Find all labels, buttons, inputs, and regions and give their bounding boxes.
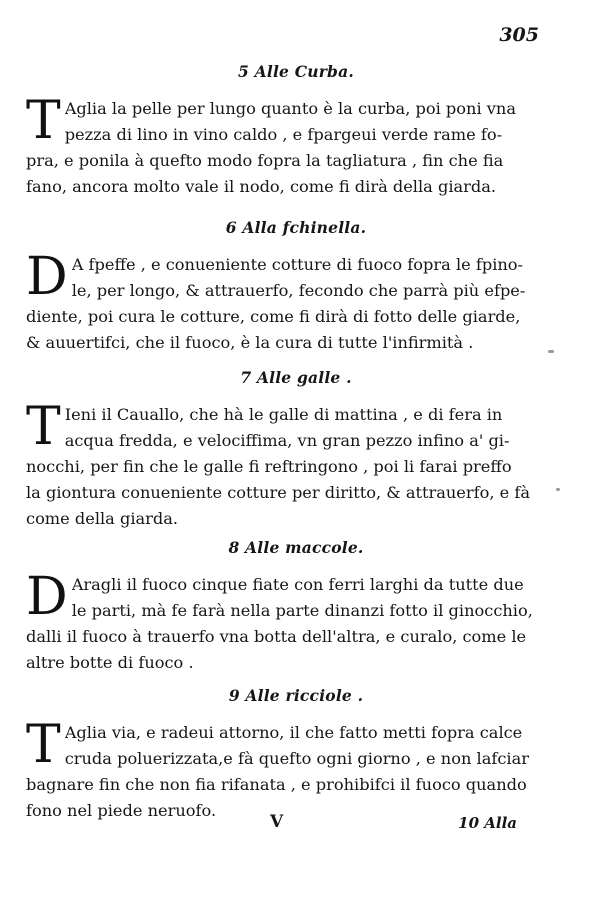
text-line: nocchi, per fin che le galle fi reftringono , poi li farai preffo xyxy=(26,457,512,476)
section-9 xyxy=(26,686,566,824)
drop-cap-initial: D xyxy=(26,247,68,307)
section-8 xyxy=(26,538,566,676)
text-line: le parti, mà fe farà nella parte dinanzi fotto il ginocchio, xyxy=(71,601,533,620)
section-paragraph xyxy=(26,91,566,200)
text-line: altre botte di fuoco . xyxy=(26,653,194,672)
text-line: come della giarda. xyxy=(26,509,179,528)
text-line: & auuertifci, che il fuoco, è la cura di tutte l'infirmità . xyxy=(26,333,474,352)
text-line: Aglia la pelle per lungo quanto è la curba, poi poni vna xyxy=(64,99,516,118)
text-line: cruda poluerizzata,e fà quefto ogni giorno , e non lafciar xyxy=(64,749,529,768)
page-number: 305 xyxy=(499,24,539,46)
text-line: pezza di lino in vino caldo , e fpargeui verde rame fo- xyxy=(64,125,503,144)
text-line: bagnare fin che non fia rifanata , e prohibifci il fuoco quando xyxy=(26,775,527,794)
text-line: A fpeffe , e conueniente cotture di fuoco fopra le fpino- xyxy=(71,255,524,274)
text-line: pra, e ponila à quefto modo fopra la tagliatura , fin che fia xyxy=(26,151,504,170)
section-paragraph xyxy=(26,247,566,356)
text-line: fano, ancora molto vale il nodo, come fi dirà della giarda. xyxy=(26,177,497,196)
section-heading: 5 Alle Curba. xyxy=(238,62,354,81)
text-line: Aragli il fuoco cinque fiate con ferri larghi da tutte due xyxy=(71,575,524,594)
text-line: Aglia via, e radeui attorno, il che fatto metti fopra calce xyxy=(64,723,523,742)
text-line: dalli il fuoco à trauerfo vna botta dell'altra, e curalo, come le xyxy=(26,627,527,646)
section-6 xyxy=(26,218,566,356)
section-heading: 7 Alle galle . xyxy=(240,368,352,387)
catchword: 10 Alla xyxy=(458,814,517,832)
text-line: le, per longo, & attrauerfo, fecondo che parrà più efpe- xyxy=(71,281,526,300)
section-paragraph xyxy=(26,567,566,676)
section-5 xyxy=(26,62,566,200)
drop-cap-initial: D xyxy=(26,567,68,627)
text-line: acqua fredda, e velociffima, vn gran pezzo infino a' gi- xyxy=(64,431,510,450)
text-line: Ieni il Cauallo, che hà le galle di mattina , e di fera in xyxy=(64,405,503,424)
drop-cap-initial: T xyxy=(26,91,61,151)
section-heading: 6 Alla fchinella. xyxy=(225,218,367,237)
section-heading: 8 Alle maccole. xyxy=(228,538,364,557)
section-heading: 9 Alle ricciole . xyxy=(228,686,364,705)
text-line: la giontura conueniente cotture per diritto, & attrauerfo, e fà xyxy=(26,483,531,502)
section-paragraph xyxy=(26,397,566,532)
drop-cap-initial: T xyxy=(26,715,61,775)
section-7 xyxy=(26,368,566,532)
page-footer xyxy=(0,812,607,838)
ink-speck xyxy=(556,488,560,491)
signature-mark: V xyxy=(270,812,284,832)
ink-speck xyxy=(548,350,554,353)
text-line: fono nel piede neruofo. xyxy=(26,801,217,820)
section-paragraph xyxy=(26,715,566,824)
text-line: diente, poi cura le cotture, come fi dirà di fotto delle giarde, xyxy=(26,307,521,326)
drop-cap-initial: T xyxy=(26,397,61,457)
